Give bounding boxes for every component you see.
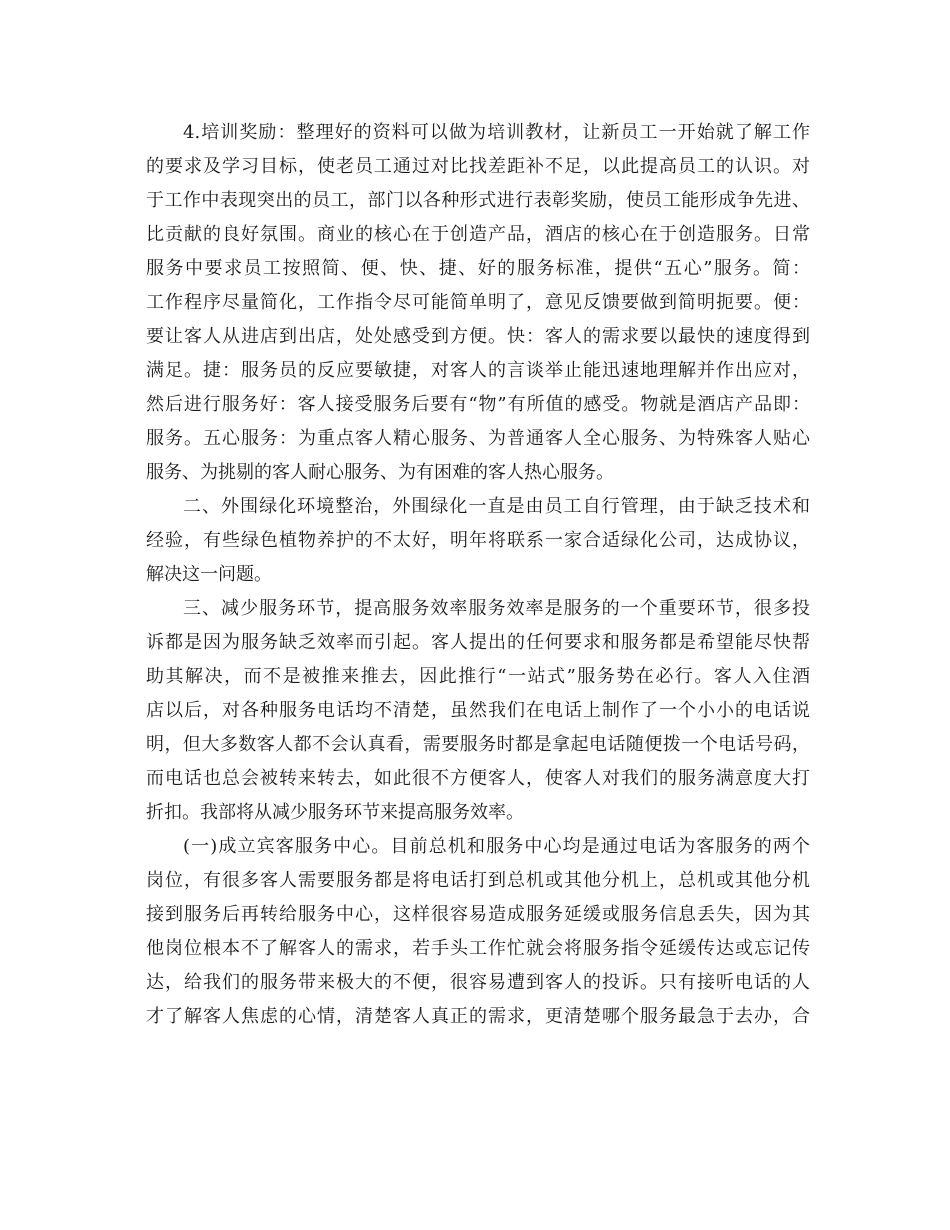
paragraph-service-efficiency — [146, 592, 810, 830]
text-line: 服务中要求员工按照简、便、快、捷、好的服务标准，提供“五心”服务。简： — [146, 258, 810, 279]
paragraph-guest-service-center — [146, 830, 810, 1034]
text-line: 达，给我们的服务带来极大的不便，很容易遭到客人的投诉。只有接听电话的人 — [146, 972, 810, 993]
text-line: 明，但大多数客人都不会认真看，需要服务时都是拿起电话随便拨一个电话号码， — [146, 734, 810, 755]
text-line: 折扣。我部将从减少服务环节来提高服务效率。 — [146, 802, 524, 823]
text-line: 诉都是因为服务缺乏效率而引起。客人提出的任何要求和服务都是希望能尽快帮 — [146, 632, 810, 653]
text-line: 而电话也总会被转来转去，如此很不方便客人，使客人对我们的服务满意度大打 — [146, 768, 810, 789]
text-line: 比贡献的良好氛围。商业的核心在于创造产品，酒店的核心在于创造服务。日常 — [146, 224, 810, 245]
text-line: 二、外围绿化环境整治，外围绿化一直是由员工自行管理，由于缺乏技术和 — [183, 496, 810, 517]
text-line: 接到服务后再转给服务中心，这样很容易造成服务延缓或服务信息丢失，因为其 — [146, 904, 810, 925]
text-line: 然后进行服务好：客人接受服务后要有“物”有所值的感受。物就是酒店产品即： — [146, 394, 810, 415]
text-line: 的要求及学习目标，使老员工通过对比找差距补不足，以此提高员工的认识。对 — [146, 156, 810, 177]
text-line: 岗位，有很多客人需要服务都是将电话打到总机或其他分机上，总机或其他分机 — [146, 870, 810, 891]
text-line: 三、减少服务环节，提高服务效率服务效率是服务的一个重要环节，很多投 — [183, 598, 810, 619]
text-line: 服务。五心服务：为重点客人精心服务、为普通客人全心服务、为特殊客人贴心 — [146, 428, 810, 449]
paragraph-training-rewards — [146, 116, 810, 490]
text-line: 满足。捷：服务员的反应要敏捷，对客人的言谈举止能迅速地理解并作出应对， — [146, 360, 810, 381]
text-line: 他岗位根本不了解客人的需求，若手头工作忙就会将服务指令延缓传达或忘记传 — [146, 938, 810, 959]
document-body — [146, 116, 810, 1034]
paragraph-greening — [146, 490, 810, 592]
text-line: 才了解客人焦虑的心情，清楚客人真正的需求，更清楚哪个服务最急于去办，合 — [146, 1006, 810, 1027]
text-line: 于工作中表现突出的员工，部门以各种形式进行表彰奖励，使员工能形成争先进、 — [146, 190, 810, 211]
text-line: 助其解决，而不是被推来推去，因此推行“一站式”服务势在必行。客人入住酒 — [146, 666, 810, 687]
text-line: 服务、为挑剔的客人耐心服务、为有困难的客人热心服务。 — [146, 462, 614, 483]
text-line: 解决这一问题。 — [146, 564, 272, 585]
text-line: 要让客人从进店到出店，处处感受到方便。快：客人的需求要以最快的速度得到 — [146, 326, 810, 347]
text-line: (一)成立宾客服务中心。目前总机和服务中心均是通过电话为客服务的两个 — [183, 836, 810, 857]
text-line: 4.培训奖励：整理好的资料可以做为培训教材，让新员工一开始就了解工作 — [183, 122, 810, 143]
text-line: 店以后，对各种服务电话均不清楚，虽然我们在电话上制作了一个小小的电话说 — [146, 700, 810, 721]
text-line: 经验，有些绿色植物养护的不太好，明年将联系一家合适绿化公司，达成协议， — [146, 530, 810, 551]
text-line: 工作程序尽量简化，工作指令尽可能简单明了，意见反馈要做到简明扼要。便： — [146, 292, 810, 313]
